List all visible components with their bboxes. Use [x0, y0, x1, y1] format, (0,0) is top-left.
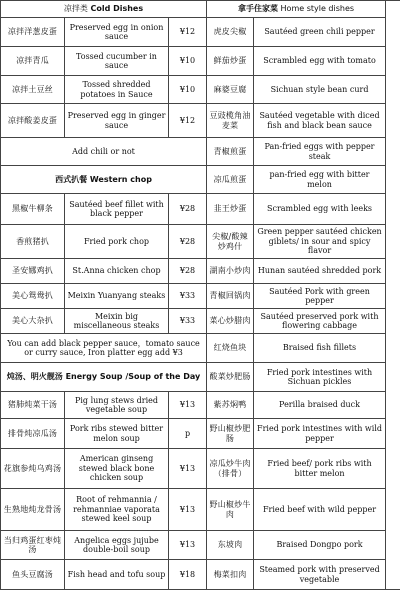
home-dish-en: Scrambled egg with tomato: [254, 47, 386, 76]
home-style-header-cn: 拿手住家菜: [237, 4, 278, 14]
home-dish-cn: 鲜茄炒蛋: [207, 47, 254, 76]
home-dish-cn: 青椒回锅肉: [207, 284, 254, 309]
soup-cn: 排骨炖凉瓜汤: [1, 419, 65, 449]
western-chop-header: [1, 166, 207, 194]
home-dish-en: Fried pork intestines with Sichuan pickles: [254, 363, 386, 392]
home-dish-en: pan-fried egg with bitter melon: [254, 166, 386, 194]
western-dish-cn: 美心大杂扒: [1, 309, 65, 334]
soup-en: Angelica eggs jujube double-boil soup: [65, 531, 169, 560]
soup-en: Fish head and tofu soup: [65, 560, 169, 590]
cold-dish-en: Preserved egg in ginger sauce: [65, 104, 169, 138]
western-dish-price: ¥28: [169, 259, 207, 284]
home-dish-cn: 麻婆豆腐: [207, 76, 254, 104]
table-row: [1, 18, 400, 47]
home-dish-en: Sichuan style bean curd: [254, 76, 386, 104]
table-row: [1, 531, 400, 560]
table-row: [1, 259, 400, 284]
home-dish-en: Perilla braised duck: [254, 392, 386, 419]
soup-price: ¥13: [169, 392, 207, 419]
home-dish-cn: 豆豉榄角油麦菜: [207, 104, 254, 138]
home-dish-cn: 湖南小炒肉: [207, 259, 254, 284]
western-dish-price: ¥28: [169, 225, 207, 259]
table-row: [1, 104, 400, 138]
western-dish-price: ¥33: [169, 284, 207, 309]
western-dish-en: Fried pork chop: [65, 225, 169, 259]
cold-dish-cn: 凉拌酸姜皮蛋: [1, 104, 65, 138]
cold-dishes-header: [1, 1, 207, 18]
soup-cn: 当归鸡蛋红枣炖汤: [1, 531, 65, 560]
western-dish-en: St.Anna chicken chop: [65, 259, 169, 284]
soup-en: Pig lung stews dried vegetable soup: [65, 392, 169, 419]
western-dish-price: ¥28: [169, 194, 207, 225]
soup-en: Pork ribs stewed bitter melon soup: [65, 419, 169, 449]
soup-price: ¥13: [169, 449, 207, 489]
soup-cn: 生熟地炖龙骨汤: [1, 489, 65, 531]
home-dish-cn: 菜心炒腊肉: [207, 309, 254, 334]
table-row: [1, 449, 400, 489]
table-row: [1, 419, 400, 449]
home-style-header-en: Home style dishes: [280, 4, 355, 14]
home-dish-cn: 韭王炒蛋: [207, 194, 254, 225]
table-row: [1, 138, 400, 166]
western-dish-cn: 圣安娜鸡扒: [1, 259, 65, 284]
cold-dish-price: ¥12: [169, 104, 207, 138]
table-row: [1, 489, 400, 531]
home-dish-cn: 虎皮尖椒: [207, 18, 254, 47]
cold-dishes-header-cn: 凉拌类: [63, 4, 88, 14]
western-dish-en: Sautéed beef fillet with black pepper: [65, 194, 169, 225]
cold-dish-en: Preserved egg in onion sauce: [65, 18, 169, 47]
table-row: [1, 194, 400, 225]
home-dish-en: Fried beef/ pork ribs with bitter melon: [254, 449, 386, 489]
home-dish-en: Sautéed Pork with green pepper: [254, 284, 386, 309]
soup-price: ¥13: [169, 489, 207, 531]
home-dish-cn: 红烧鱼块: [207, 334, 254, 363]
cold-dish-cn: 凉拌洋葱皮蛋: [1, 18, 65, 47]
table-row: [1, 560, 400, 590]
home-dish-en: Pan-fried eggs with pepper steak: [254, 138, 386, 166]
soup-header: [1, 363, 207, 392]
home-dish-cn: 尖椒/酸辣炒鸡什: [207, 225, 254, 259]
table-row: [1, 334, 400, 363]
cold-dish-cn: 凉拌青瓜: [1, 47, 65, 76]
home-dish-en: Sautéed preserved pork with flowering cabbage: [254, 309, 386, 334]
home-dish-cn: 酸菜炒肥肠: [207, 363, 254, 392]
home-dish-cn: 野山椒炒牛肉: [207, 489, 254, 531]
soup-price: ¥18: [169, 560, 207, 590]
home-dish-en: Sautéed vegetable with diced fish and black bean sauce: [254, 104, 386, 138]
home-dish-en: Scrambled egg with leeks: [254, 194, 386, 225]
home-dish-cn: 凉瓜煎蛋: [207, 166, 254, 194]
home-dish-en: Braised Dongpo pork: [254, 531, 386, 560]
home-dish-en: Fried pork intestines with wild pepper: [254, 419, 386, 449]
soup-cn: 猪肺炖菜干汤: [1, 392, 65, 419]
western-sauce-note: You can add black pepper sauce，tomato sauce or curry sauce, Iron platter egg add ¥3: [1, 334, 207, 363]
cold-dish-price: ¥10: [169, 76, 207, 104]
table-row: [1, 166, 400, 194]
western-dish-cn: 黑椒牛柳条: [1, 194, 65, 225]
table-row: [1, 284, 400, 309]
table-row: [1, 392, 400, 419]
western-chop-header-en: Western chop: [89, 174, 152, 184]
soup-header-cn: 炖汤、明火靓汤: [6, 372, 63, 382]
western-chop-header-cn: 西式扒餐: [55, 174, 88, 184]
western-dish-en: Meixin big miscellaneous steaks: [65, 309, 169, 334]
table-row: [1, 47, 400, 76]
table-row: [1, 363, 400, 392]
soup-price: ¥13: [169, 531, 207, 560]
cold-dish-en: Tossed shredded potatoes in Sauce: [65, 76, 169, 104]
table-row: [1, 309, 400, 334]
home-dish-en: Green pepper sautéed chicken giblets/ in sour and spicy flavor: [254, 225, 386, 259]
home-dish-cn: 梅菜扣肉: [207, 560, 254, 590]
table-row: [1, 76, 400, 104]
western-dish-cn: 香煎猪扒: [1, 225, 65, 259]
chili-note: Add chili or not: [1, 138, 207, 166]
home-dish-en: Steamed pork with preserved vegetable: [254, 560, 386, 590]
cold-dish-price: ¥10: [169, 47, 207, 76]
home-dish-en: Fried beef with wild pepper: [254, 489, 386, 531]
home-dish-cn: 凉瓜炒牛肉（排骨）: [207, 449, 254, 489]
home-dish-en: Braised fish fillets: [254, 334, 386, 363]
table-row: [1, 225, 400, 259]
home-dish-cn: 紫苏焖鸭: [207, 392, 254, 419]
soup-cn: 鱼头豆腐汤: [1, 560, 65, 590]
home-dish-cn: 青椒煎蛋: [207, 138, 254, 166]
home-dish-en: Sautéed green chili pepper: [254, 18, 386, 47]
home-dish-cn: 野山椒炒肥肠: [207, 419, 254, 449]
home-dish-cn: 东坡肉: [207, 531, 254, 560]
soup-header-en: Energy Soup /Soup of the Day: [65, 372, 201, 382]
western-dish-en: Meixin Yuanyang steaks: [65, 284, 169, 309]
right-edge-column: [386, 1, 400, 590]
soup-en: American ginseng stewed black bone chicken soup: [65, 449, 169, 489]
cold-dish-cn: 凉拌土豆丝: [1, 76, 65, 104]
cold-dishes-header-en: Cold Dishes: [90, 4, 144, 14]
soup-en: Root of rehmannia / rehmanniae vaporata stewed keel soup: [65, 489, 169, 531]
header-row: [1, 1, 400, 18]
home-dish-en: Hunan sautéed shredded pork: [254, 259, 386, 284]
home-style-header: [207, 1, 386, 18]
soup-cn: 花旗参炖乌鸡汤: [1, 449, 65, 489]
soup-price: p: [169, 419, 207, 449]
western-dish-price: ¥33: [169, 309, 207, 334]
western-dish-cn: 美心鸳鸯扒: [1, 284, 65, 309]
cold-dish-price: ¥12: [169, 18, 207, 47]
cold-dish-en: Tossed cucumber in sauce: [65, 47, 169, 76]
